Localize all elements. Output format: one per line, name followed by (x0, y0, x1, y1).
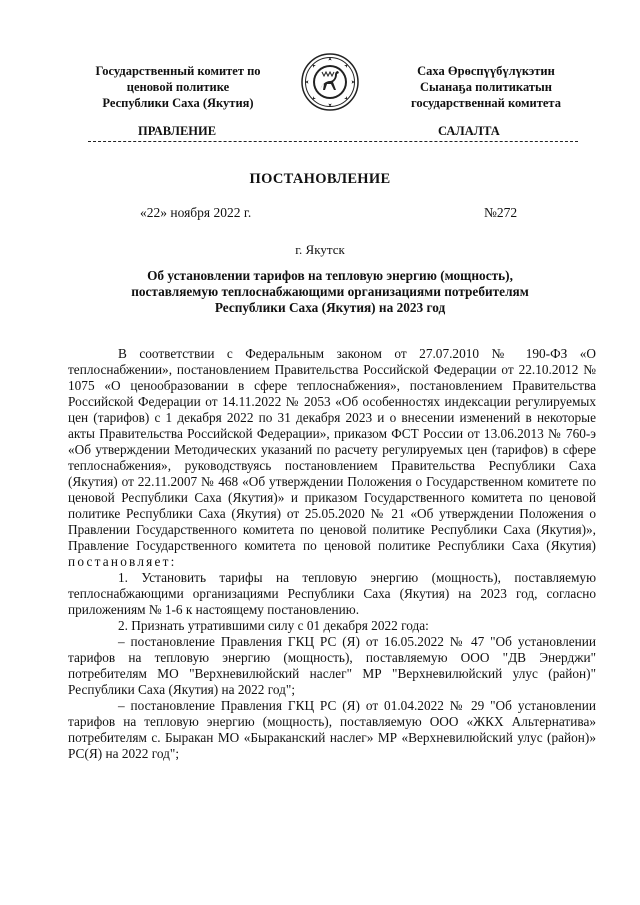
document-title: ПОСТАНОВЛЕНИЕ (249, 171, 391, 187)
item-1-paragraph: 1. Установить тарифы на тепловую энергию (мощность), поставляемую теплоснабжающими организациями Республики Саха (Якутия) на 2023 год, согласно приложениям № 1-6 к настоящему постановлению. (68, 570, 596, 617)
subject-line-1: Об установлении тарифов на тепловую энергию (мощность), (147, 268, 513, 283)
header-divider (88, 141, 578, 148)
bullet-2-paragraph: – постановление Правления ГКЦ РС (Я) от 01.04.2022 № 29 "Об установлении тарифов на тепловую энергию (мощность), поставляемую ООО «ЖКХ Альтернатива» потребителям с. Быракан МО «Быраканский наслег» МР «Верхневилюйский улус (район)» РС(Я) на 2022 год"; (68, 698, 596, 761)
board-label-russian: ПРАВЛЕНИЕ (138, 124, 217, 138)
coat-of-arms-icon (300, 52, 360, 112)
left-org-line-3: Республики Саха (Якутия) (102, 96, 254, 110)
resolve-word: постановляет: (68, 554, 177, 569)
document-body (68, 346, 596, 762)
subject-line-2: поставляемую теплоснабжающими организациями потребителям (131, 284, 529, 299)
right-org-line-3: государственнай комитета (411, 96, 561, 110)
left-organization-name (68, 63, 288, 111)
left-org-line-2: ценовой политике (126, 80, 230, 94)
bullet-1-paragraph: – постановление Правления ГКЦ РС (Я) от 16.05.2022 № 47 "Об установлении тарифов на тепловую энергию (мощность), поставляемую ООО "ДВ Энерджи" потребителям МО "Верхневилюйский наслег" МР "Верхневилюйский улус (район)" Республики Саха (Якутия) на 2022 год"; (68, 634, 596, 697)
preamble-text: В соответствии с Федеральным законом от 27.07.2010 № 190-ФЗ «О теплоснабжении», постановлением Правительства Российской Федерации от 22.10.2012 № 1075 «О ценообразовании в сфере теплоснабжения», постановлением Правительства Российской Федерации от 14.11.2022 № 2053 «Об особенностях индексации регулируемых цен (тарифов) с 1 декабря 2022 по 31 декабря 2023 и о внесении изменений в некоторые акты Правительства Российской Федерации», приказом ФСТ России от 13.06.2013 № 760-э «Об утверждении Методических указаний по расчету регулируемых цен (тарифов) в сфере теплоснабжения», руководствуясь постановлением Правительства Республики Саха (Якутия) от 22.11.2007 № 468 «Об утверждении Положения о Государственном комитете по ценовой Республики Саха (Якутия)» и приказом Государственного комитета по ценовой политике Республики Саха (Якутия) от 25.05.2020 № 21 «Об утверждении Положения о Правлении Государственного комитета по ценовой политике Республики Саха (Якутия)», Правление Государственного комитета по ценовой политике Республики Саха (Якутия) (68, 346, 596, 553)
right-organization-name (366, 63, 606, 111)
board-label-yakut: САЛАЛТА (438, 124, 500, 138)
document-city: г. Якутск (295, 242, 345, 257)
left-org-line-1: Государственный комитет по (95, 64, 261, 78)
preamble-paragraph (68, 346, 596, 570)
document-subject (80, 268, 580, 316)
document-date: «22» ноября 2022 г. (140, 205, 252, 220)
right-org-line-2: Сыанаҕа политикатын (420, 80, 552, 94)
subject-line-3: Республики Саха (Якутия) на 2023 год (214, 300, 446, 315)
right-org-line-1: Саха Өрөспүүбүлүкэтин (417, 64, 555, 78)
item-2-paragraph: 2. Признать утратившими силу с 01 декабря 2022 года: (118, 618, 429, 633)
document-number: №272 (484, 205, 518, 220)
